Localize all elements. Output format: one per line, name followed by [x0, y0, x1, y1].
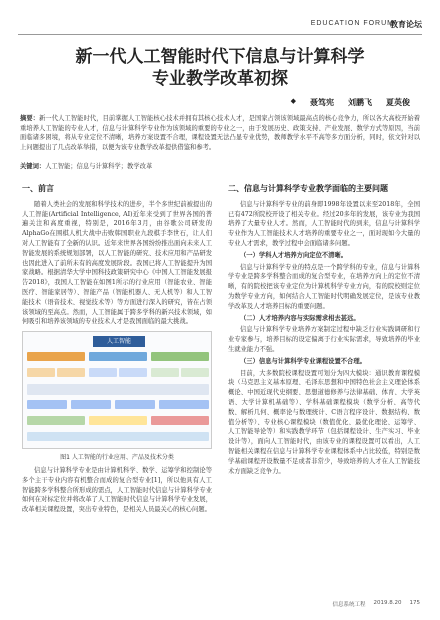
- intro-paragraph: 随着人类社会的发展和科学技术的进步，半个多世纪前被提出的人工智能(Artificial Intelligence, AI)近年来受到了世界各国的普遍关注和高度重视，特别是，2016年3月，由谷歌公司研发的AlphaGo在围棋人机大战中击败韩国职业九段棋手李世石，让人们对人工智能有了全新的认识。近年来世界各国纷纷推出面向未来人工智能发展的系统规划部署，以人工智能的研究、技术应用和产品研发也因此进入了前所未有的高度发展阶段。我国已将人工智能提升为国家战略。根据清华大学中国科技政策研究中心《中国人工智能发展报告2018》，我国人工智能在如图1所示的行业应用（智能农业、智能医疗、智能家居等）、智能产品（智能机器人、无人机等）和人工智能技术（语音技术、视觉技术等）等方面进行深入的研究，皆在占领该领域的至高点。然而，人工智能属于跨多学科的新兴技术领域，如何吸引和培养该领域的专业技术人才是我国面临的最大挑战。: [22, 200, 212, 326]
- author-list: [291, 97, 410, 108]
- article-title: [0, 46, 440, 90]
- figure-node: [27, 384, 209, 395]
- figure-node: [151, 352, 209, 361]
- footer-date: 2019.8.20: [373, 600, 402, 606]
- figure-node: [71, 400, 111, 409]
- figure-node: [151, 368, 179, 377]
- figure-node: [27, 432, 209, 441]
- keywords: [20, 162, 420, 172]
- page-footer: [332, 600, 420, 608]
- header-divider: [18, 34, 422, 35]
- author-name: 夏英俊: [386, 98, 410, 107]
- header-forum-cn: 教育论坛: [390, 20, 422, 29]
- figure-row: [27, 416, 207, 427]
- right-column: [228, 180, 420, 478]
- keywords-label: 关键词：: [20, 163, 46, 170]
- diamond-icon: ◆: [290, 97, 296, 105]
- left-column: [22, 180, 212, 517]
- title-line-1: 新一代人工智能时代下信息与计算科学: [75, 47, 365, 67]
- figure-row: [27, 368, 207, 379]
- paragraph: 目前，大多数院校课程设置可划分为四大模块：通识教育课程模块（马克思主义基本原理、毛泽东思想和中国特色社会主义理论体系概论、中国近现代史纲要、思想道德修养与法律基础、体育、大学英语、大学计算机基础等）、学科基础课程模块（数学分析、高等代数、解析几何、概率论与数理统计、C语言程序设计、数据结构、数值分析等）、专业核心课程模块（数值优化、最优化理论、运筹学、人工智能导论等）和实践教学环节（包括课程设计、生产实习、毕业设计等），面向人工智能时代，由该专业的课程设置可以看出，人工智能相关课程在信息与计算科学专业课程体系中占比较低，特别是数学基础课程开设数量不足或者非常少，导致培养的人才在人工智能技术方面缺乏竞争力。: [228, 369, 420, 475]
- section-heading-problems: 二、信息与计算科学专业教学面临的主要问题: [228, 184, 388, 193]
- page-header: [0, 20, 440, 34]
- paragraph: 信息与计算科学专业的特点是一个跨学科的专业，信息与计算科学专业是跨多学科整合而成的复合型专业，在培养方向上的定位不清晰，有的院校把该专业定位为计算机科学专业方向，有的院校则定位为数学专业方向，如何结合人工智能时代明确发展定位，是该专业教学改革及人才培养目标的重要问题。: [228, 263, 420, 310]
- author-name: 聂笃宪: [310, 98, 334, 107]
- footer-journal: 信息系统工程: [332, 602, 366, 608]
- figure-row: [27, 352, 207, 363]
- figure-row: [27, 432, 207, 443]
- subsection-heading: （三）信息与计算科学专业课程设置不合理。: [240, 357, 366, 365]
- subsection-heading: （二）人才培养内容与实际需求相去甚远。: [240, 314, 360, 322]
- title-line-2: 专业教学改革初探: [152, 69, 288, 89]
- header-forum-en: EDUCATION FORUM: [310, 20, 394, 27]
- figure-node: [115, 400, 155, 409]
- figure-node: [89, 368, 117, 377]
- figure-node: [181, 368, 209, 377]
- figure-node: [89, 352, 147, 361]
- figure-root-node: 人工智能: [93, 336, 145, 347]
- figure-node: [89, 416, 147, 425]
- figure-1: [22, 331, 212, 449]
- figure-caption: 图1 人工智能的行业应用、产品及技术分类: [60, 454, 174, 462]
- subsection-heading: （一）学科人才培养方向定位不清晰。: [240, 251, 348, 259]
- figure-node: [151, 416, 209, 425]
- section-heading-intro: 一、前言: [22, 184, 54, 193]
- keywords-text: 人工智能；信息与计算科学；教学改革: [45, 163, 153, 170]
- figure-node: [27, 352, 85, 361]
- figure-node: [159, 400, 209, 409]
- footer-page-number: 175: [409, 600, 420, 606]
- paragraph: 信息与计算科学专业的前身即1998年设置以来至2018年，全国已有472所院校开设了相关专业。经过20多年的发展，该专业为我国培养了大量专业人才。然而，人工智能时代的到来，信息与计算科学专业作为人工智能技术人才培养的重要专业之一，面对现如今大量的专业人才需求，教学过程中会面临诸多问题。: [228, 200, 420, 247]
- paragraph: 信息与计算科学专业培养方案制定过程中缺乏行业实践调研和行业专家参与，培养目标的设定偏离于行业实际需求，导致培养的毕业生就业能力不强。: [228, 326, 420, 353]
- figure-row: [27, 400, 207, 411]
- figure-node: [57, 368, 85, 377]
- figure-row: [27, 384, 207, 395]
- abstract: [20, 114, 420, 152]
- figure-node: [119, 368, 147, 377]
- abstract-text: 新一代人工智能时代，目前掌握人工智能核心技术并拥有其核心技术人才，是国家占领该领域最高点的核心竞争力，所以各大高校开始着重培养人工智能的专业人才，信息与计算科学专业作为该领域的重要的专业之一，由于发展历史、政策支持、产业发展、数学方式等原因，当前面临诸多困境，将从专业定位不清晰，培养方案设置不合理，课程设置无法凸显专业优势，教师教学水平不高等多方面分析，同时，依文针对以上问题提出了几点改革举措，以便为该专业教学改革提供借鉴和参考。: [20, 115, 421, 151]
- figure-node: [27, 416, 85, 425]
- author-name: 刘鹏飞: [348, 98, 372, 107]
- figure-node: [27, 400, 67, 409]
- paragraph: 信息与计算科学专业是由计算机科学、数学、运筹学和控制论等多个主干专业内容有机整合而成的复合型专业[1]，所以他具有人工智能跨多学科整合所形成的需点，人工智能时代信息与计算科学专业如何在对标定位并将改革了人工智能时代信息与计算科学专业发展，改革相关课程设置，突出专业特色，是相关人员最关心的核心问题。: [22, 466, 212, 514]
- figure-node: [27, 368, 55, 377]
- abstract-label: 摘要：: [20, 115, 40, 122]
